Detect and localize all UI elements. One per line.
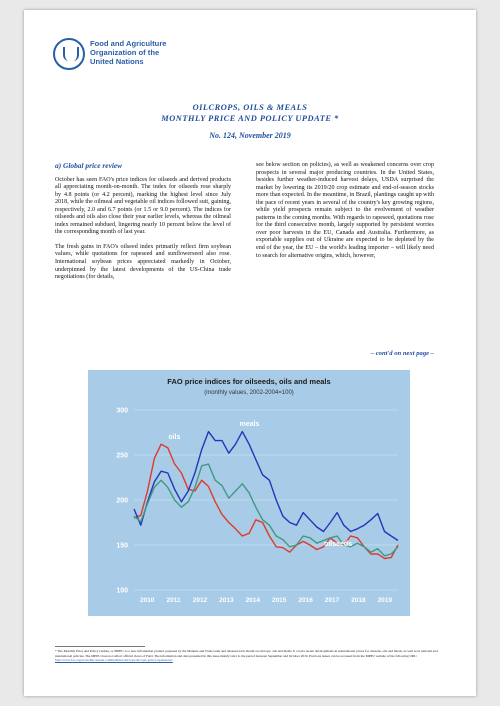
paragraph-3: see below section on policies), as well as weakened concerns over crop prospects in several major producing countries. In the United States, besides further weather-induced harvest delays, USDA surprised the market by lowering its 2019/20 crop estimate and end-of-season stocks more than expected. In the meantime, in Brazil, plantings caught up with the pace of recent years in several of the country's key growing regions, while yield prospects remain subject to the evolvement of weather patterns in the coming months. With regards to rapeseed, quotations rose for the third consecutive month, largely supported by persistent worries over poor harvests in the EU, Canada and Australia. Furthermore, as exportable supplies out of Ukraine are expected to be depleted by the end of the year, the EU – the world's leading importer – will likely need to search for alternative origins, which, however, — [256, 162, 434, 259]
x-tick-label: 2012 — [192, 597, 208, 604]
y-tick-label: 300 — [116, 407, 128, 415]
paragraph-2: The fresh gains in FAO's oilseed index primarily reflect firm soybean values, while quotations for rapeseed and sunflowerseed also rose. International soybean prices appreciated markedly in October, underpinned by the latest developments of the US-China trade negotiations (for details, — [55, 243, 231, 281]
publication-subtitle: MONTHLY PRICE AND POLICY UPDATE * — [161, 114, 339, 123]
org-line-2: Organization of the — [90, 48, 160, 58]
continued-note: – cont'd on next page – — [370, 350, 434, 357]
y-tick-label: 250 — [116, 452, 128, 460]
chart-svg — [88, 370, 410, 616]
x-tick-label: 2018 — [351, 597, 366, 604]
issue-number: No. 124, November 2019 — [209, 131, 291, 140]
footnote-separator — [55, 646, 145, 647]
organization-name — [90, 39, 220, 67]
chart-subtitle: (monthly values, 2002-2004=100) — [204, 390, 294, 396]
series-line-meals — [134, 432, 398, 541]
x-tick-label: 2013 — [219, 597, 234, 604]
footnote-link[interactable]: http://www.fao.org/economic/est/est-commodities/oilcrops/oilcrops-policy-updates/en/ — [55, 658, 173, 663]
y-tick-label: 150 — [116, 542, 128, 550]
y-tick-label: 100 — [116, 587, 128, 595]
org-line-3: United Nations — [90, 57, 144, 67]
series-line-oils — [134, 444, 398, 558]
paragraph-1: October has seen FAO's price indices for oilseeds and derived products all appreciating month-on-month. The index for oilseeds rose sharply by 4.8 points (or 4.2 percent), marking the highest level since July 2018, while the oilmeal and vegetable oil indices followed suit, gaining, respectively, 2.0 and 6.7 points (or 1.5 or 9.0 percent). The indices for oilseeds and oils also close their year earlier levels, whereas the oilmeal index remained subdued, lingering nearly 10 percent below the level of the corresponding month of last year. — [55, 176, 231, 236]
x-tick-label: 2011 — [166, 597, 181, 604]
right-column — [256, 162, 434, 267]
footnote-text: * The Monthly Price and Policy Update, or MPPU, is a new information product prepared by the Markets and Trade team and released each month on oilcrops, oils and meals. It covers recent developments in international prices for oilseeds, oils and meals, as well as in national and international policies. The MPPU does not reflect official views of FAO. The information and data presented in this issue mainly refer to the period between September and October 2019. Previous issues can be accessed from the MPPU website of the following URL: — [55, 649, 438, 658]
x-tick-label: 2016 — [298, 597, 313, 604]
x-tick-label: 2017 — [324, 597, 340, 604]
x-tick-label: 2010 — [139, 597, 155, 604]
fao-logo-icon — [53, 38, 85, 70]
x-tick-label: 2015 — [271, 597, 287, 604]
document-page — [24, 10, 476, 696]
series-label-oilseeds: oilseeds — [324, 540, 353, 548]
footnote — [55, 646, 445, 663]
publication-title: OILCROPS, OILS & MEALS — [192, 103, 308, 112]
y-tick-label: 200 — [116, 497, 128, 505]
left-column — [55, 162, 231, 289]
series-label-oils: oils — [168, 433, 181, 441]
chart-title: FAO price indices for oilseeds, oils and meals — [167, 377, 331, 386]
section-title: a) Global price review — [55, 161, 123, 170]
series-label-meals: meals — [239, 421, 260, 429]
x-tick-label: 2014 — [245, 597, 261, 604]
price-index-chart — [88, 370, 410, 616]
x-tick-label: 2019 — [377, 597, 393, 604]
org-line-1: Food and Agriculture — [90, 39, 167, 48]
